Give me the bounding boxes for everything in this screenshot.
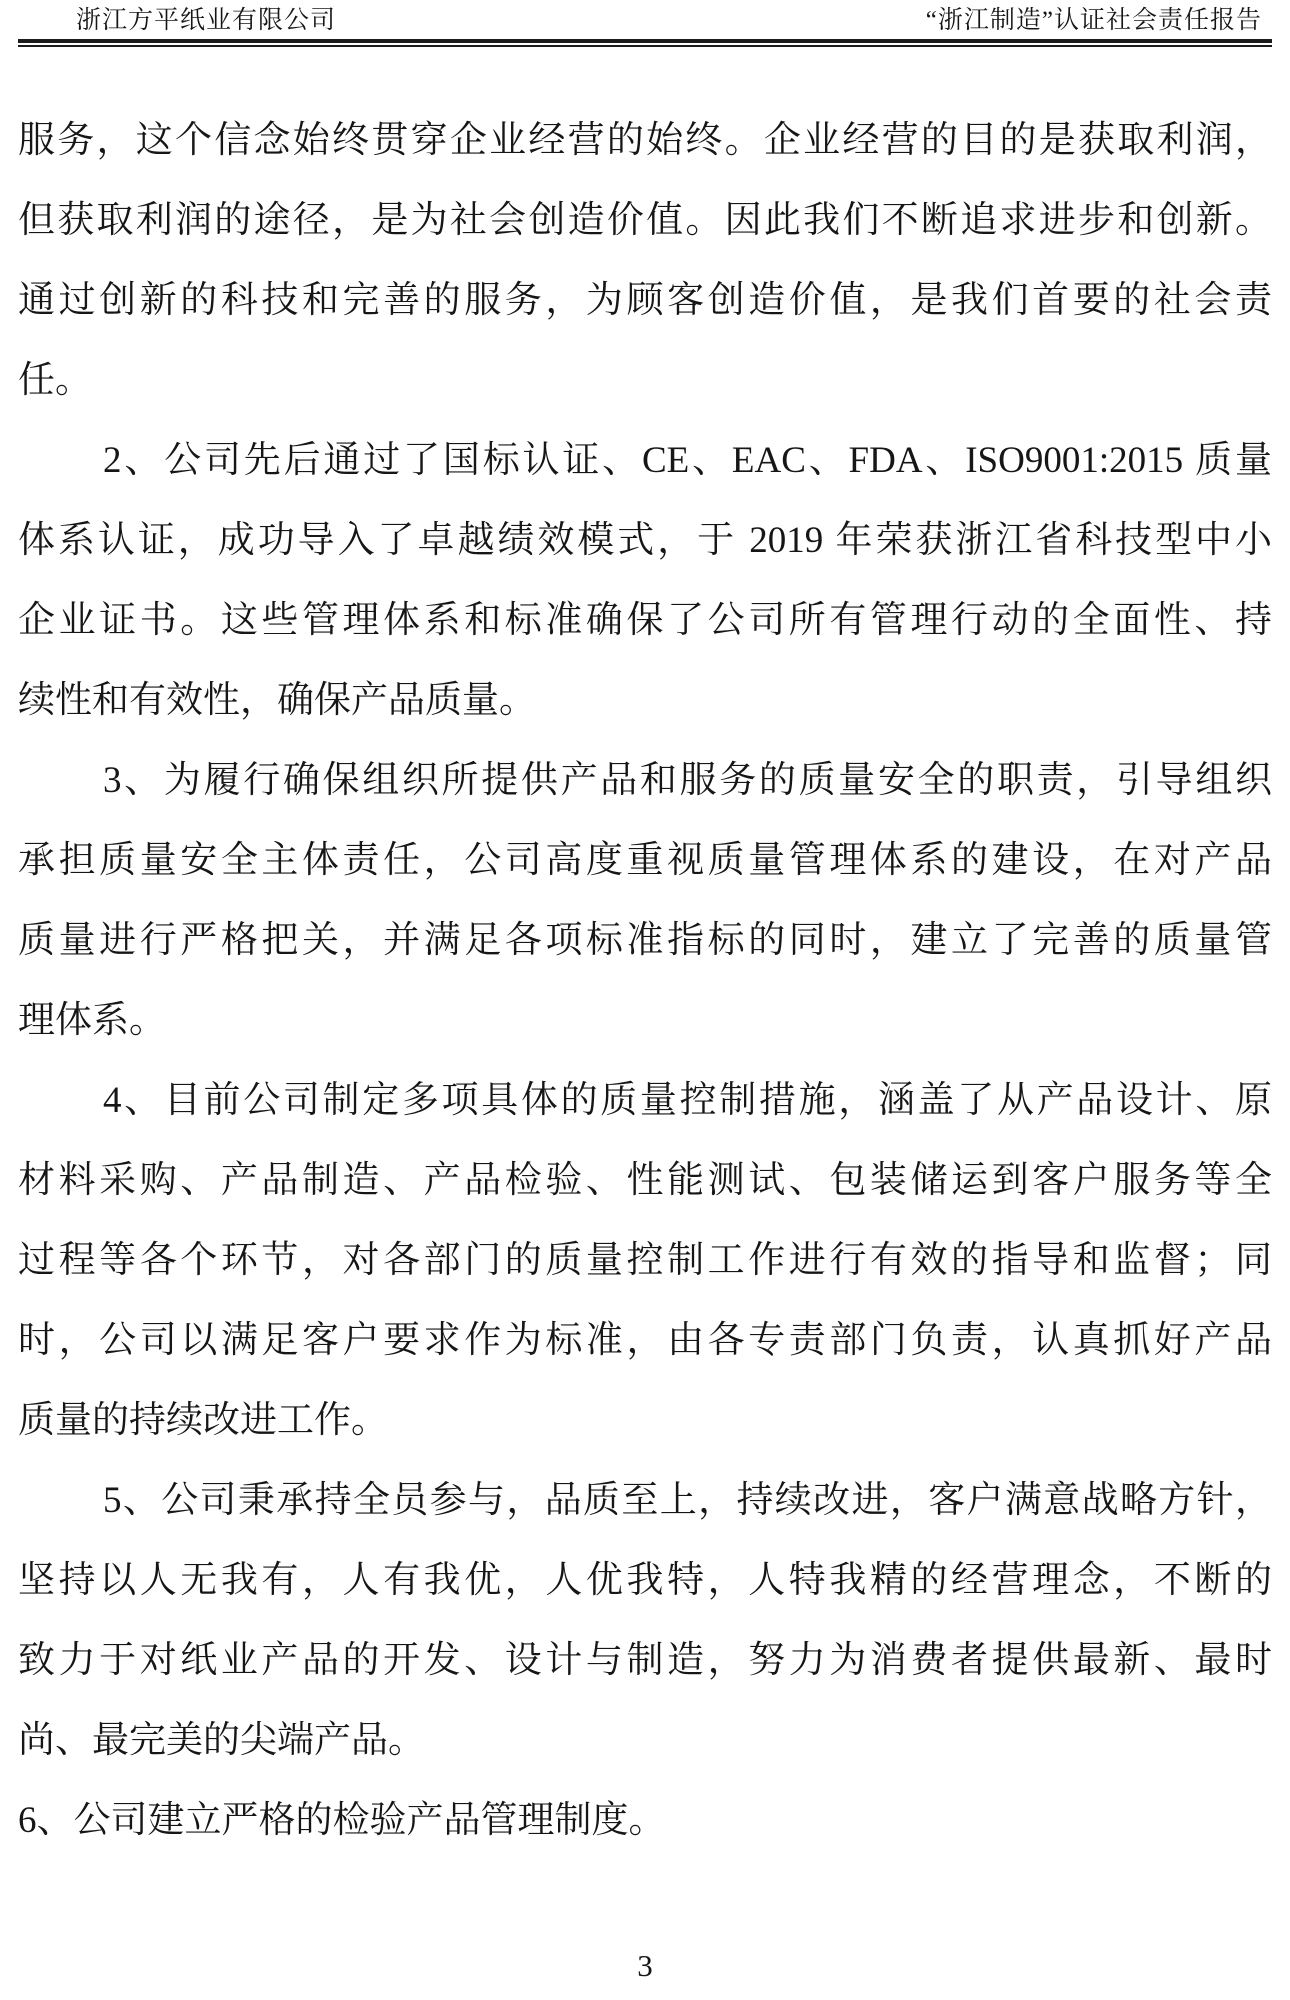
text-line: 时，公司以满足客户要求作为标准，由各专责部门负责，认真抓好产品: [18, 1320, 1272, 1361]
text-line: 过程等各个环节，对各部门的质量控制工作进行有效的指导和监督；同: [18, 1240, 1272, 1281]
text-line: 续性和有效性，确保产品质量。: [18, 680, 536, 721]
text-line: 材料采购、产品制造、产品检验、性能测试、包装储运到客户服务等全: [18, 1160, 1272, 1201]
text-line: 服务，这个信念始终贯穿企业经营的始终。企业经营的目的是获取利润，: [18, 120, 1272, 161]
text-line: 质量进行严格把关，并满足各项标准指标的同时，建立了完善的质量管: [18, 920, 1272, 961]
text-line: 理体系。: [18, 1000, 166, 1041]
text-line: 6、公司建立严格的检验产品管理制度。: [18, 1800, 666, 1841]
header-report-title: “浙江制造”认证社会责任报告: [925, 7, 1262, 34]
text-line: 3、为履行确保组织所提供产品和服务的质量安全的职责，引导组织: [103, 760, 1272, 801]
text-line: 承担质量安全主体责任，公司高度重视质量管理体系的建设，在对产品: [18, 840, 1272, 881]
text-line: 体系认证，成功导入了卓越绩效模式，于 2019 年荣获浙江省科技型中小: [18, 520, 1272, 561]
page-number: 3: [637, 1948, 653, 1983]
header-company-name: 浙江方平纸业有限公司: [76, 7, 337, 34]
text-line: 4、目前公司制定多项具体的质量控制措施，涵盖了从产品设计、原: [103, 1080, 1272, 1121]
text-line: 质量的持续改进工作。: [18, 1400, 388, 1441]
document-body: [18, 101, 1272, 1861]
text-line: 致力于对纸业产品的开发、设计与制造，努力为消费者提供最新、最时: [18, 1640, 1272, 1681]
text-line: 但获取利润的途径，是为社会创造价值。因此我们不断追求进步和创新。: [18, 200, 1272, 241]
text-line: 企业证书。这些管理体系和标准确保了公司所有管理行动的全面性、持: [18, 600, 1272, 641]
page-header: [0, 0, 1290, 35]
header-divider-rule: [18, 39, 1272, 47]
text-line: 尚、最完美的尖端产品。: [18, 1720, 425, 1761]
text-line: 通过创新的科技和完善的服务，为顾客创造价值，是我们首要的社会责: [18, 280, 1272, 321]
text-line: 5、公司秉承持全员参与，品质至上，持续改进，客户满意战略方针，: [103, 1480, 1272, 1521]
text-line: 2、公司先后通过了国标认证、CE、EAC、FDA、ISO9001:2015 质量: [103, 440, 1272, 481]
text-line: 任。: [18, 360, 92, 401]
text-line: 坚持以人无我有，人有我优，人优我特，人特我精的经营理念，不断的: [18, 1560, 1272, 1601]
